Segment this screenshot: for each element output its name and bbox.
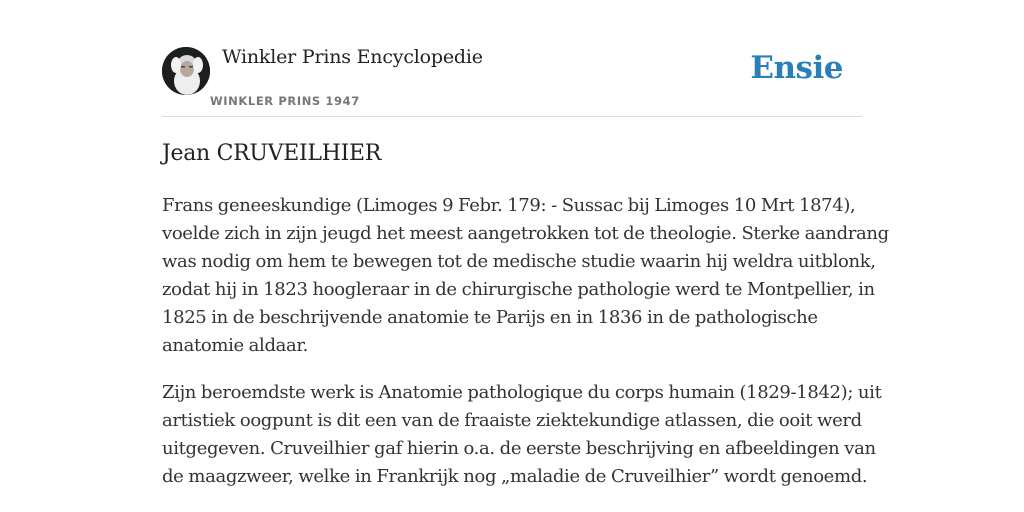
portrait-avatar[interactable] bbox=[162, 47, 210, 95]
text-line: uitgegeven. Cruveilhier gaf hierin o.a. de eerste beschrijving en afbeeldingen van bbox=[162, 438, 876, 459]
text-line: anatomie aldaar. bbox=[162, 335, 309, 356]
article-title: Jean CRUVEILHIER bbox=[162, 141, 382, 166]
site-name[interactable]: Winkler Prins Encyclopedie bbox=[222, 46, 483, 68]
text-line: de maagzweer, welke in Frankrijk nog „maladie de Cruveilhier” wordt genoemd. bbox=[162, 466, 868, 487]
edition-label: WINKLER PRINS 1947 bbox=[210, 94, 360, 108]
portrait-icon bbox=[162, 47, 210, 95]
text-line: Frans geneeskundige (Limoges 9 Febr. 179: - Sussac bij Limoges 10 Mrt 1874), bbox=[162, 195, 856, 216]
text-line: zodat hij in 1823 hoogleraar in de chirurgische pathologie werd te Montpellier, in bbox=[162, 279, 875, 300]
ensie-logo[interactable]: Ensie bbox=[750, 50, 843, 86]
paragraph-2 bbox=[162, 379, 882, 491]
text-line: 1825 in de beschrijvende anatomie te Parijs en in 1836 in de pathologische bbox=[162, 307, 818, 328]
text-line: was nodig om hem te bewegen tot de medische studie waarin hij weldra uitblonk, bbox=[162, 251, 876, 272]
article-body bbox=[162, 192, 889, 510]
text-line: voelde zich in zijn jeugd het meest aangetrokken tot de theologie. Sterke aandrang bbox=[162, 223, 889, 244]
header bbox=[162, 0, 862, 117]
text-line: Zijn beroemdste werk is Anatomie pathologique du corps humain (1829-1842); uit bbox=[162, 382, 882, 403]
paragraph-1 bbox=[162, 192, 889, 360]
page bbox=[162, 0, 889, 487]
text-line: artistiek oogpunt is dit een van de fraaiste ziektekundige atlassen, die ooit werd bbox=[162, 410, 862, 431]
